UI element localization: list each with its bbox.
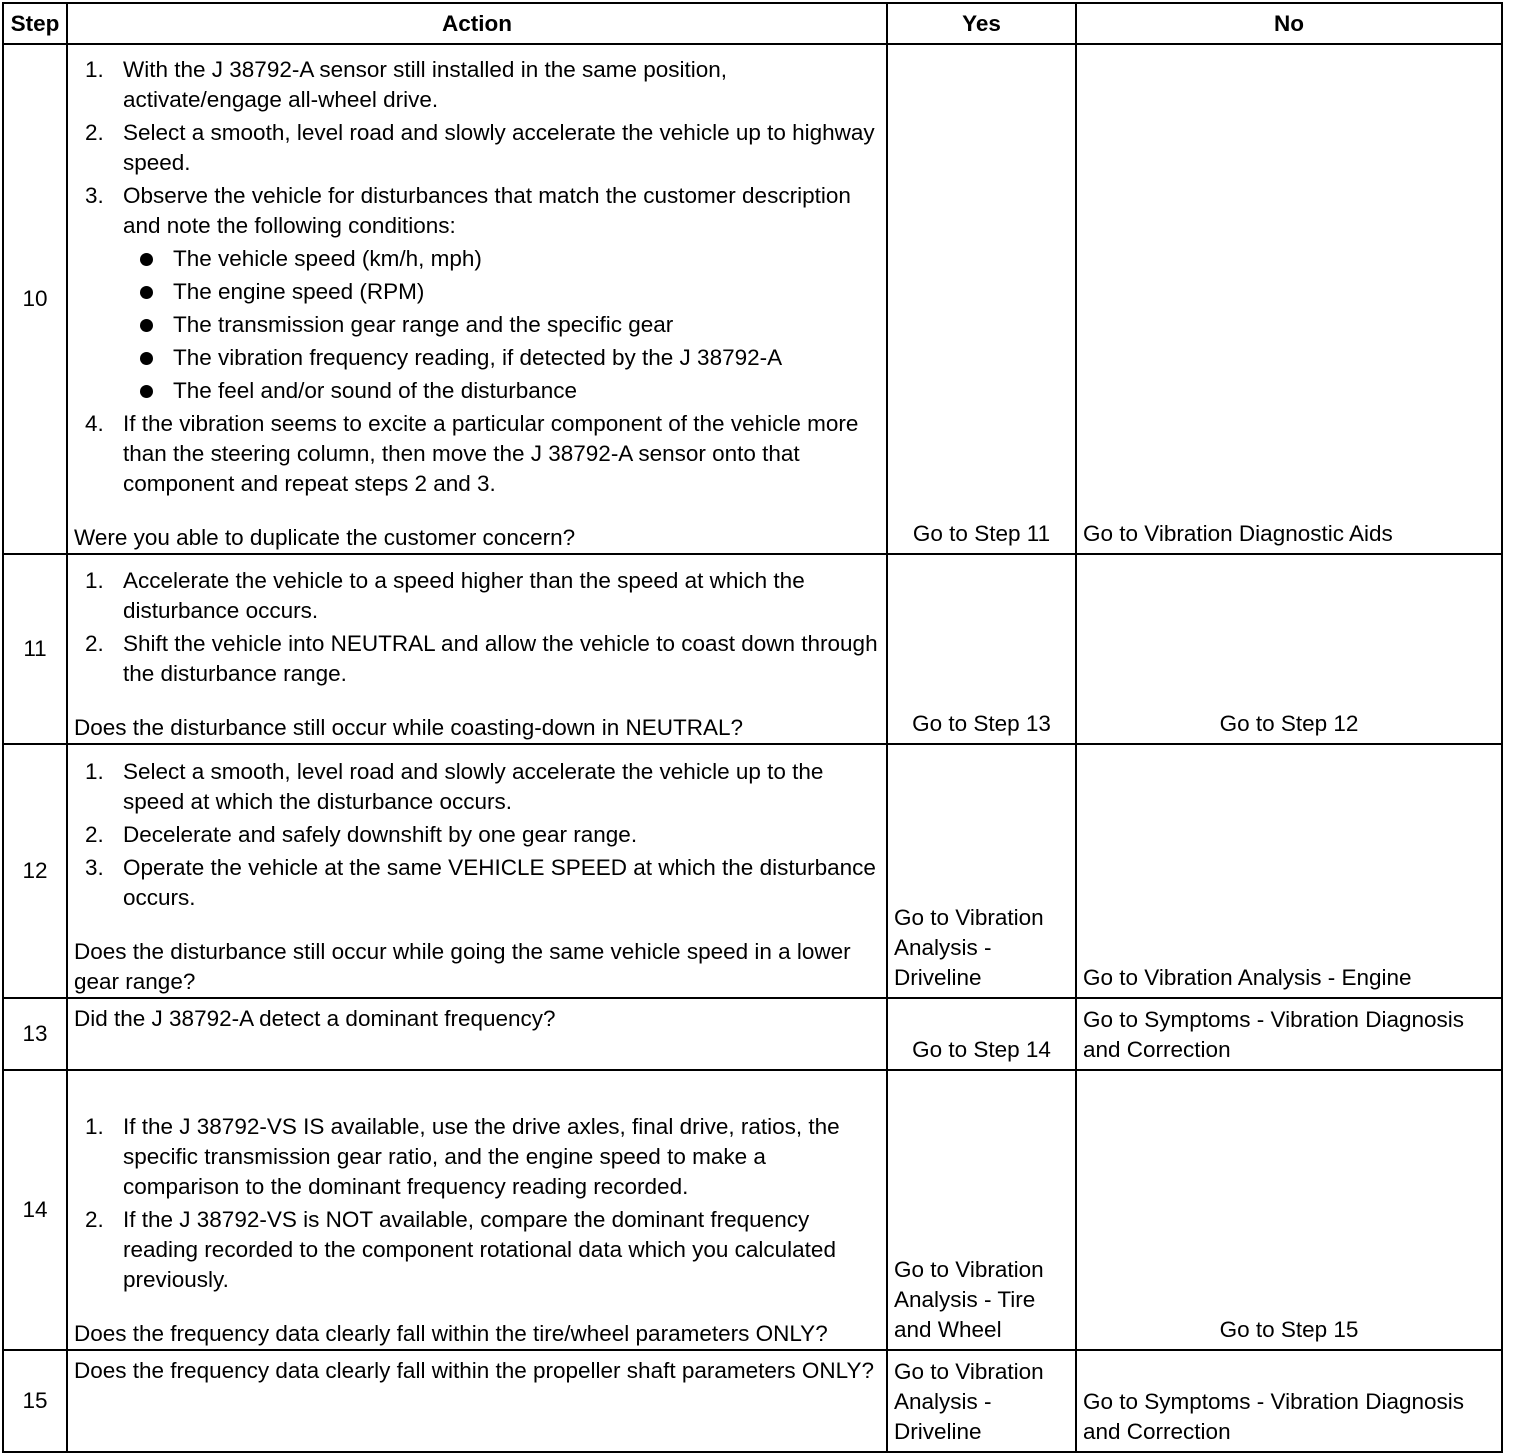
bullet-icon	[140, 286, 153, 299]
yes-result: Go to Vibration Analysis - Driveline	[887, 744, 1076, 998]
step-text: Observe the vehicle for disturbances that match the customer description and note the following conditions:	[123, 183, 851, 238]
bullet-icon	[140, 253, 153, 266]
table-row	[3, 1070, 1502, 1350]
action-step	[74, 409, 880, 499]
question-text: Did the J 38792-A detect a dominant frequency?	[74, 1006, 556, 1031]
yes-result: Go to Step 11	[887, 44, 1076, 554]
no-result: Go to Vibration Analysis - Engine	[1076, 744, 1502, 998]
bullet-icon	[140, 385, 153, 398]
condition-text: The vibration frequency reading, if detected by the J 38792-A	[173, 345, 783, 370]
yes-result: Go to Vibration Analysis - Driveline	[887, 1350, 1076, 1452]
diagnostic-table	[2, 2, 1503, 1453]
condition-item	[123, 244, 880, 274]
action-cell	[67, 744, 887, 998]
header-no: No	[1076, 3, 1502, 44]
header-row	[3, 3, 1502, 44]
action-step	[74, 1205, 880, 1295]
action-steps	[74, 55, 880, 499]
step-number: 12	[3, 744, 67, 998]
step-index: 4.	[85, 411, 104, 436]
no-result: Go to Vibration Diagnostic Aids	[1076, 44, 1502, 554]
bullet-icon	[140, 352, 153, 365]
question-text: Does the disturbance still occur while going the same vehicle speed in a lower gear range?	[74, 939, 851, 994]
action-step	[74, 118, 880, 178]
action-step	[74, 1112, 880, 1202]
step-index: 2.	[85, 822, 104, 847]
condition-text: The transmission gear range and the specific gear	[173, 312, 674, 337]
step-number: 10	[3, 44, 67, 554]
step-text: Accelerate the vehicle to a speed higher than the speed at which the disturbance occurs.	[123, 568, 805, 623]
condition-text: The engine speed (RPM)	[173, 279, 425, 304]
step-text: If the J 38792-VS is NOT available, compare the dominant frequency reading recorded to the component rotational data which you calculated previously.	[123, 1207, 836, 1292]
action-step	[74, 181, 880, 406]
action-steps	[74, 1112, 880, 1295]
action-cell	[67, 44, 887, 554]
action-step	[74, 853, 880, 913]
condition-item	[123, 343, 880, 373]
header-action: Action	[67, 3, 887, 44]
step-index: 2.	[85, 120, 104, 145]
step-number: 11	[3, 554, 67, 744]
action-cell	[67, 554, 887, 744]
step-index: 1.	[85, 57, 104, 82]
step-text: Operate the vehicle at the same VEHICLE SPEED at which the disturbance occurs.	[123, 855, 876, 910]
step-index: 3.	[85, 183, 104, 208]
condition-text: The feel and/or sound of the disturbance	[173, 378, 578, 403]
question-text: Does the disturbance still occur while coasting-down in NEUTRAL?	[74, 715, 744, 740]
step-number: 15	[3, 1350, 67, 1452]
bullet-icon	[140, 319, 153, 332]
step-text: If the J 38792-VS IS available, use the drive axles, final drive, ratios, the specific transmission gear ratio, and the engine speed to make a comparison to the dominant frequency reading recorded.	[123, 1114, 840, 1199]
step-text: Shift the vehicle into NEUTRAL and allow the vehicle to coast down through the disturbance range.	[123, 631, 878, 686]
no-result: Go to Step 12	[1076, 554, 1502, 744]
action-steps	[74, 566, 880, 689]
action-step	[74, 757, 880, 817]
step-number: 14	[3, 1070, 67, 1350]
step-text: Select a smooth, level road and slowly accelerate the vehicle up to highway speed.	[123, 120, 875, 175]
no-result: Go to Step 15	[1076, 1070, 1502, 1350]
table-row	[3, 44, 1502, 554]
table-row	[3, 744, 1502, 998]
condition-item	[123, 310, 880, 340]
header-yes: Yes	[887, 3, 1076, 44]
step-index: 1.	[85, 1114, 104, 1139]
step-text: Select a smooth, level road and slowly accelerate the vehicle up to the speed at which the disturbance occurs.	[123, 759, 824, 814]
table-row	[3, 998, 1502, 1070]
step-text: With the J 38792-A sensor still installed in the same position, activate/engage all-wheel drive.	[123, 57, 728, 112]
action-step	[74, 820, 880, 850]
table-row	[3, 1350, 1502, 1452]
question-text: Does the frequency data clearly fall within the tire/wheel parameters ONLY?	[74, 1321, 828, 1346]
condition-item	[123, 277, 880, 307]
condition-item	[123, 376, 880, 406]
action-cell	[67, 1070, 887, 1350]
question-text: Were you able to duplicate the customer concern?	[74, 525, 576, 550]
action-step	[74, 566, 880, 626]
action-steps	[74, 757, 880, 913]
condition-text: The vehicle speed (km/h, mph)	[173, 246, 482, 271]
action-step	[74, 629, 880, 689]
action-cell	[67, 1350, 887, 1452]
table-row	[3, 554, 1502, 744]
no-result: Go to Symptoms - Vibration Diagnosis and Correction	[1076, 1350, 1502, 1452]
question-text: Does the frequency data clearly fall within the propeller shaft parameters ONLY?	[74, 1358, 874, 1383]
step-index: 2.	[85, 1207, 104, 1232]
condition-list	[123, 244, 880, 406]
action-step	[74, 55, 880, 115]
yes-result: Go to Step 14	[887, 998, 1076, 1070]
step-index: 3.	[85, 855, 104, 880]
yes-result: Go to Step 13	[887, 554, 1076, 744]
yes-result: Go to Vibration Analysis - Tire and Wheel	[887, 1070, 1076, 1350]
step-text: If the vibration seems to excite a particular component of the vehicle more than the steering column, then move the J 38792-A sensor onto that component and repeat steps 2 and 3.	[123, 411, 859, 496]
step-index: 1.	[85, 759, 104, 784]
step-number: 13	[3, 998, 67, 1070]
step-index: 2.	[85, 631, 104, 656]
header-step: Step	[3, 3, 67, 44]
step-text: Decelerate and safely downshift by one gear range.	[123, 822, 638, 847]
no-result: Go to Symptoms - Vibration Diagnosis and Correction	[1076, 998, 1502, 1070]
action-cell	[67, 998, 887, 1070]
step-index: 1.	[85, 568, 104, 593]
